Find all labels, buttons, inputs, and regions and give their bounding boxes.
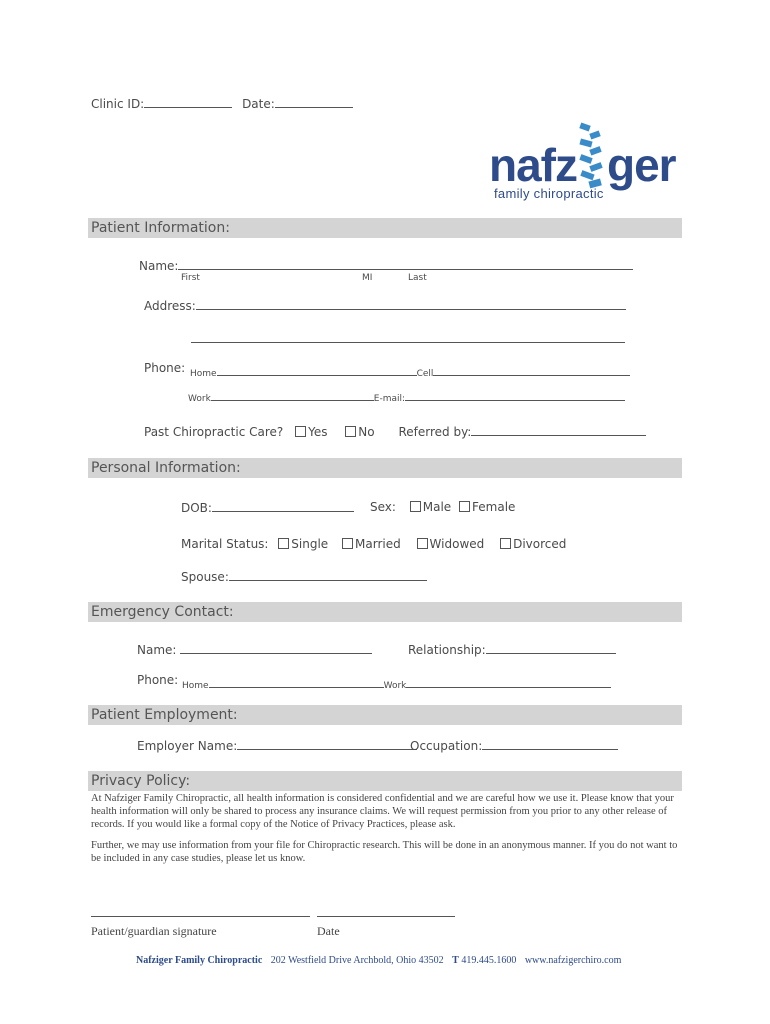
address-line-2[interactable]	[191, 342, 625, 343]
patient-phone-label: Phone:	[144, 361, 186, 375]
privacy-paragraph-2: Further, we may use information from your file for Chiropractic research. This will be done in an anonymous manner. If you do not want to be included in any case studies, please let us know.	[91, 840, 678, 864]
referred-label: Referred by:	[398, 425, 472, 439]
patient-name-label: Name:	[139, 259, 179, 273]
patient-home-line	[217, 364, 417, 376]
footer	[136, 955, 621, 966]
dob-field[interactable]	[181, 500, 354, 515]
emergency-home-label: Home	[182, 681, 209, 691]
past-care-label: Past Chiropractic Care?	[144, 425, 284, 439]
section-personal-information: Personal Information:	[88, 458, 682, 478]
marital-row	[181, 537, 566, 551]
patient-work-phone-field[interactable]	[188, 389, 625, 404]
section-privacy-policy: Privacy Policy:	[88, 771, 682, 791]
spouse-field[interactable]	[181, 569, 427, 584]
patient-cell-line	[433, 364, 630, 376]
divorced-checkbox[interactable]	[500, 538, 511, 549]
single-checkbox[interactable]	[278, 538, 289, 549]
footer-address: 202 Westfield Drive Archbold, Ohio 43502	[270, 955, 444, 966]
signature-line[interactable]	[91, 916, 310, 917]
date-line	[275, 96, 353, 108]
footer-phone: 419.445.1600	[461, 955, 517, 966]
patient-home-phone-field[interactable]	[190, 364, 630, 379]
privacy-paragraph-1: At Nafziger Family Chiropractic, all health information is considered confidential and we are careful how we use it. Please know that your health information will only be shared to process any insurance claims. We will request permission from you prior to any other release of records. If you would like a formal copy of the Notice of Privacy Practices, please ask.	[91, 793, 674, 830]
female-label: Female	[472, 500, 516, 514]
male-checkbox[interactable]	[410, 501, 421, 512]
clinic-id-field[interactable]	[91, 96, 353, 111]
mi-caption: MI	[362, 273, 373, 283]
footer-phone-prefix: T	[452, 955, 459, 966]
last-caption: Last	[408, 273, 427, 283]
emergency-name-label: Name:	[137, 643, 177, 657]
section-emergency-contact: Emergency Contact:	[88, 602, 682, 622]
patient-phone-row	[144, 361, 185, 375]
emergency-name-line	[180, 642, 372, 654]
footer-website[interactable]: www.nafzigerchiro.com	[524, 955, 622, 966]
divorced-label: Divorced	[513, 537, 567, 551]
married-label: Married	[355, 537, 401, 551]
employer-field[interactable]	[137, 738, 417, 753]
address-field[interactable]	[144, 298, 626, 313]
relationship-field[interactable]	[408, 642, 616, 657]
first-caption: First	[181, 273, 200, 283]
past-care-row	[144, 424, 646, 439]
sex-label: Sex:	[370, 500, 396, 514]
emergency-phone-field[interactable]	[182, 676, 611, 691]
logo-text-left: nafz	[489, 139, 577, 191]
logo-tagline: family chiropractic	[494, 186, 604, 201]
patient-name-field[interactable]	[139, 258, 633, 273]
yes-checkbox[interactable]	[295, 426, 306, 437]
dob-label: DOB:	[181, 501, 212, 515]
emergency-phone-label: Phone:	[137, 673, 179, 687]
patient-name-line	[178, 258, 633, 270]
marital-label: Marital Status:	[181, 537, 269, 551]
patient-email-label: E-mail:	[373, 394, 406, 404]
patient-home-label: Home	[190, 369, 217, 379]
single-label: Single	[291, 537, 329, 551]
emergency-work-line	[406, 676, 611, 688]
married-checkbox[interactable]	[342, 538, 353, 549]
emergency-name-field[interactable]	[137, 642, 372, 657]
footer-name: Nafziger Family Chiropractic	[136, 955, 263, 966]
logo-text-right: ger	[607, 139, 676, 191]
female-checkbox[interactable]	[459, 501, 470, 512]
clinic-id-label: Clinic ID:	[91, 97, 145, 111]
date-label: Date:	[242, 97, 275, 111]
widowed-label: Widowed	[429, 537, 485, 551]
emergency-phone-row	[137, 673, 178, 687]
relationship-label: Relationship:	[408, 643, 486, 657]
signature-date-label: Date	[317, 924, 340, 938]
patient-email-line	[405, 389, 625, 401]
patient-work-line	[211, 389, 374, 401]
spouse-line	[229, 569, 427, 581]
spouse-label: Spouse:	[181, 570, 229, 584]
occupation-label: Occupation:	[410, 739, 483, 753]
occupation-field[interactable]	[410, 738, 618, 753]
patient-work-label: Work	[188, 394, 211, 404]
sex-row	[370, 500, 515, 514]
signature-label: Patient/guardian signature	[91, 924, 217, 938]
dob-line	[212, 500, 354, 512]
clinic-id-line	[144, 96, 232, 108]
emergency-work-label: Work	[383, 681, 407, 691]
occupation-line	[482, 738, 618, 750]
no-label: No	[358, 425, 375, 439]
no-checkbox[interactable]	[345, 426, 356, 437]
address-line-1	[196, 298, 626, 310]
relationship-line	[486, 642, 616, 654]
employer-line	[237, 738, 417, 750]
signature-date-line[interactable]	[317, 916, 455, 917]
section-patient-information: Patient Information:	[88, 218, 682, 238]
patient-cell-label: Cell	[416, 369, 434, 379]
yes-label: Yes	[308, 425, 328, 439]
employer-label: Employer Name:	[137, 739, 238, 753]
emergency-home-line	[209, 676, 384, 688]
address-label: Address:	[144, 299, 196, 313]
referred-line[interactable]	[471, 424, 646, 436]
male-label: Male	[422, 500, 452, 514]
widowed-checkbox[interactable]	[417, 538, 428, 549]
section-patient-employment: Patient Employment:	[88, 705, 682, 725]
